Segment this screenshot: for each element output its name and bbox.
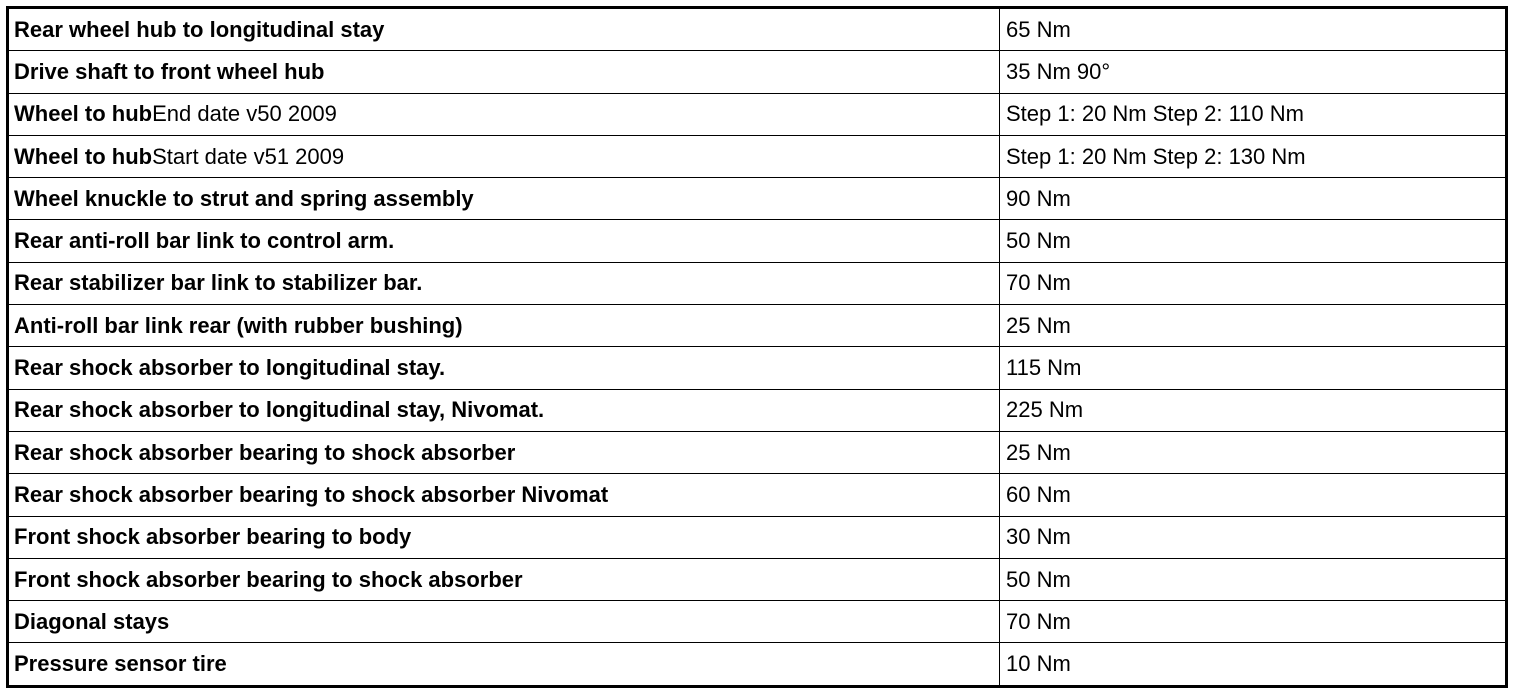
torque-value-cell: 50 Nm [1000, 220, 1507, 262]
component-cell [8, 305, 1000, 347]
component-cell [8, 643, 1000, 686]
component-cell [8, 220, 1000, 262]
table-row [8, 643, 1507, 686]
table-row [8, 178, 1507, 220]
torque-value-cell: 35 Nm 90° [1000, 51, 1507, 93]
component-label: Anti-roll bar link rear (with rubber bushing) [14, 312, 463, 338]
component-label: Rear shock absorber to longitudinal stay. [14, 355, 446, 381]
table-row [8, 8, 1507, 51]
component-label: Rear shock absorber bearing to shock absorber Nivomat [14, 481, 609, 507]
component-cell [8, 8, 1000, 51]
component-cell [8, 516, 1000, 558]
torque-value-cell: 60 Nm [1000, 474, 1507, 516]
component-cell [8, 474, 1000, 516]
component-cell [8, 431, 1000, 473]
table-row [8, 601, 1507, 643]
component-cell [8, 93, 1000, 135]
component-cell [8, 178, 1000, 220]
torque-value-cell: 115 Nm [1000, 347, 1507, 389]
component-cell [8, 601, 1000, 643]
component-label: Front shock absorber bearing to body [14, 524, 412, 550]
component-cell [8, 262, 1000, 304]
torque-value-cell: 30 Nm [1000, 516, 1507, 558]
table-row [8, 516, 1507, 558]
component-label: Rear shock absorber bearing to shock absorber [14, 439, 516, 465]
component-label: Wheel knuckle to strut and spring assembly [14, 185, 474, 211]
torque-value-cell: Step 1: 20 Nm Step 2: 110 Nm [1000, 93, 1507, 135]
component-label: Rear stabilizer bar link to stabilizer bar. [14, 270, 423, 296]
torque-value-cell: 225 Nm [1000, 389, 1507, 431]
component-cell [8, 347, 1000, 389]
component-cell [8, 558, 1000, 600]
table-row [8, 431, 1507, 473]
component-cell [8, 51, 1000, 93]
torque-value-cell: 90 Nm [1000, 178, 1507, 220]
table-row [8, 135, 1507, 177]
torque-value-cell: 70 Nm [1000, 262, 1507, 304]
component-note: Start date v51 2009 [152, 143, 345, 169]
torque-value-cell: 65 Nm [1000, 8, 1507, 51]
table-row [8, 220, 1507, 262]
table-row [8, 347, 1507, 389]
torque-value-cell: 25 Nm [1000, 431, 1507, 473]
component-label: Rear wheel hub to longitudinal stay [14, 16, 385, 42]
torque-value-cell: 70 Nm [1000, 601, 1507, 643]
component-label: Wheel to hub [14, 143, 153, 169]
table-row [8, 558, 1507, 600]
torque-value-cell: 10 Nm [1000, 643, 1507, 686]
table-row [8, 389, 1507, 431]
torque-value-cell: 50 Nm [1000, 558, 1507, 600]
table-row [8, 305, 1507, 347]
component-note: End date v50 2009 [152, 101, 337, 127]
component-label: Rear shock absorber to longitudinal stay, Nivomat. [14, 397, 545, 423]
torque-value-cell: 25 Nm [1000, 305, 1507, 347]
table-row [8, 51, 1507, 93]
table-row [8, 474, 1507, 516]
component-label: Rear anti-roll bar link to control arm. [14, 228, 395, 254]
component-label: Diagonal stays [14, 608, 170, 634]
table-row [8, 93, 1507, 135]
component-label: Front shock absorber bearing to shock absorber [14, 566, 523, 592]
torque-specification-table [6, 6, 1508, 688]
component-label: Drive shaft to front wheel hub [14, 58, 325, 84]
component-label: Pressure sensor tire [14, 651, 227, 677]
component-label: Wheel to hub [14, 101, 153, 127]
component-cell [8, 389, 1000, 431]
torque-value-cell: Step 1: 20 Nm Step 2: 130 Nm [1000, 135, 1507, 177]
table-row [8, 262, 1507, 304]
component-cell [8, 135, 1000, 177]
